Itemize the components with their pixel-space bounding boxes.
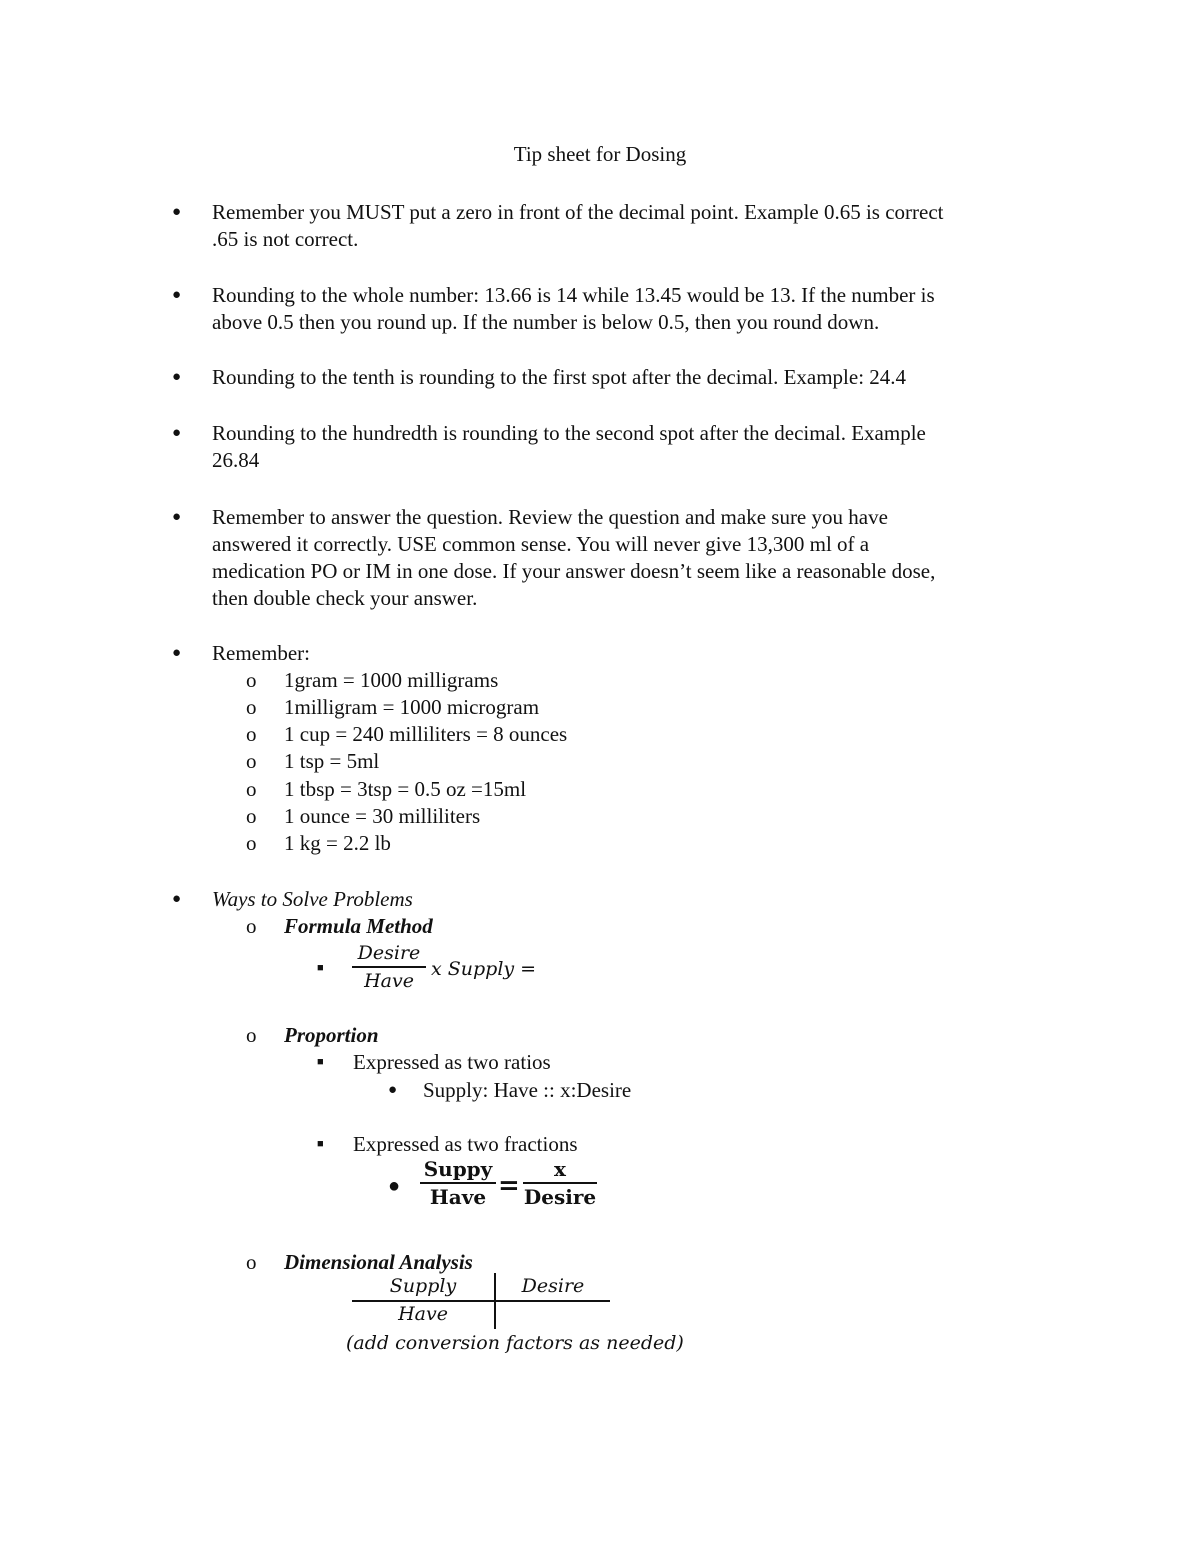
fractions-label: Expressed as two fractions xyxy=(353,1132,578,1156)
tip-5 xyxy=(212,504,1042,612)
tip-2 xyxy=(212,282,1042,336)
proportion-right-fraction xyxy=(523,1156,597,1210)
formula-tail: x Supply = xyxy=(431,958,537,980)
conversion-item: 1 kg = 2.2 lb xyxy=(284,831,391,855)
conversion-marker: o xyxy=(246,831,257,855)
tip-4-line-2: 26.84 xyxy=(212,448,260,472)
grid-horizontal-line xyxy=(352,1300,610,1302)
proportion-equals: = xyxy=(498,1171,520,1201)
grid-top-right: Desire xyxy=(521,1275,585,1297)
tip-bullet: ● xyxy=(172,891,182,907)
tip-bullet: ● xyxy=(172,425,182,441)
tip-3 xyxy=(212,364,1042,391)
tip-2-line-1: Rounding to the whole number: 13.66 is 14 while 13.45 would be 13. If the number is xyxy=(212,283,935,307)
ratios-example: Supply: Have :: x:Desire xyxy=(423,1078,632,1102)
ratios-label: Expressed as two ratios xyxy=(353,1050,551,1074)
conversion-marker: o xyxy=(246,777,257,801)
conversion-item: 1gram = 1000 milligrams xyxy=(284,668,499,692)
proportion-label: Proportion xyxy=(284,1023,379,1047)
tip-1-line-2: .65 is not correct. xyxy=(212,227,359,251)
tip-bullet: ● xyxy=(172,509,182,525)
tip-5-line-2: answered it correctly. USE common sense. You will never give 13,300 ml of a xyxy=(212,532,870,556)
conversion-marker: o xyxy=(246,749,257,773)
conversion-marker: o xyxy=(246,695,257,719)
left-numerator: Suppy xyxy=(423,1157,493,1181)
tip-1 xyxy=(212,199,1042,253)
conversion-item: 1 tbsp = 3tsp = 0.5 oz =15ml xyxy=(284,777,527,801)
square-marker: ■ xyxy=(317,1056,324,1068)
tip-4 xyxy=(212,420,1042,474)
tip-3-line-1: Rounding to the tenth is rounding to the first spot after the decimal. Example: 24.4 xyxy=(212,365,907,389)
square-marker: ■ xyxy=(317,1138,324,1150)
method-marker: o xyxy=(246,1023,257,1047)
conversion-marker: o xyxy=(246,804,257,828)
dot-marker: ● xyxy=(388,1082,398,1098)
grid-bottom-left: Have xyxy=(398,1303,448,1325)
method-marker: o xyxy=(246,914,257,938)
methods-label: Ways to Solve Problems xyxy=(212,887,413,911)
formula-method-label: Formula Method xyxy=(284,914,433,938)
conversion-item: 1 tsp = 5ml xyxy=(284,749,380,773)
formula-denominator: Have xyxy=(364,970,414,992)
formula-numerator: Desire xyxy=(357,942,421,964)
conversion-marker: o xyxy=(246,722,257,746)
tip-bullet: ● xyxy=(172,287,182,303)
proportion-left-fraction xyxy=(420,1156,496,1210)
dimensional-grid xyxy=(352,1273,612,1331)
left-denominator: Have xyxy=(429,1185,487,1209)
grid-top-left: Supply xyxy=(389,1275,457,1297)
conversion-item: 1 ounce = 30 milliliters xyxy=(284,804,481,828)
formula-fraction xyxy=(352,940,426,994)
right-denominator: Desire xyxy=(523,1185,597,1209)
tip-4-line-1: Rounding to the hundredth is rounding to the second spot after the decimal. Example xyxy=(212,421,926,445)
tip-bullet: ● xyxy=(172,204,182,220)
tip-5-line-3: medication PO or IM in one dose. If your answer doesn’t seem like a reasonable dose, xyxy=(212,559,936,583)
dimensional-note: (add conversion factors as needed) xyxy=(346,1332,684,1354)
dimensional-analysis-label: Dimensional Analysis xyxy=(284,1250,473,1274)
tip-1-line-1: Remember you MUST put a zero in front of the decimal point. Example 0.65 is correct xyxy=(212,200,944,224)
square-marker: ■ xyxy=(317,962,324,974)
conversion-item: 1 cup = 240 milliliters = 8 ounces xyxy=(284,722,568,746)
tip-5-line-1: Remember to answer the question. Review the question and make sure you have xyxy=(212,505,888,529)
conversion-marker: o xyxy=(246,668,257,692)
tip-bullet: ● xyxy=(172,369,182,385)
remember-label: Remember: xyxy=(212,641,310,665)
tip-5-line-4: then double check your answer. xyxy=(212,586,478,610)
method-marker: o xyxy=(246,1250,257,1274)
right-numerator: x xyxy=(554,1157,566,1181)
page-title: Tip sheet for Dosing xyxy=(513,142,687,166)
tip-bullet: ● xyxy=(172,645,182,661)
dot-marker: ● xyxy=(388,1175,401,1197)
tip-2-line-2: above 0.5 then you round up. If the number is below 0.5, then you round down. xyxy=(212,310,880,334)
conversion-item: 1milligram = 1000 microgram xyxy=(284,695,540,719)
